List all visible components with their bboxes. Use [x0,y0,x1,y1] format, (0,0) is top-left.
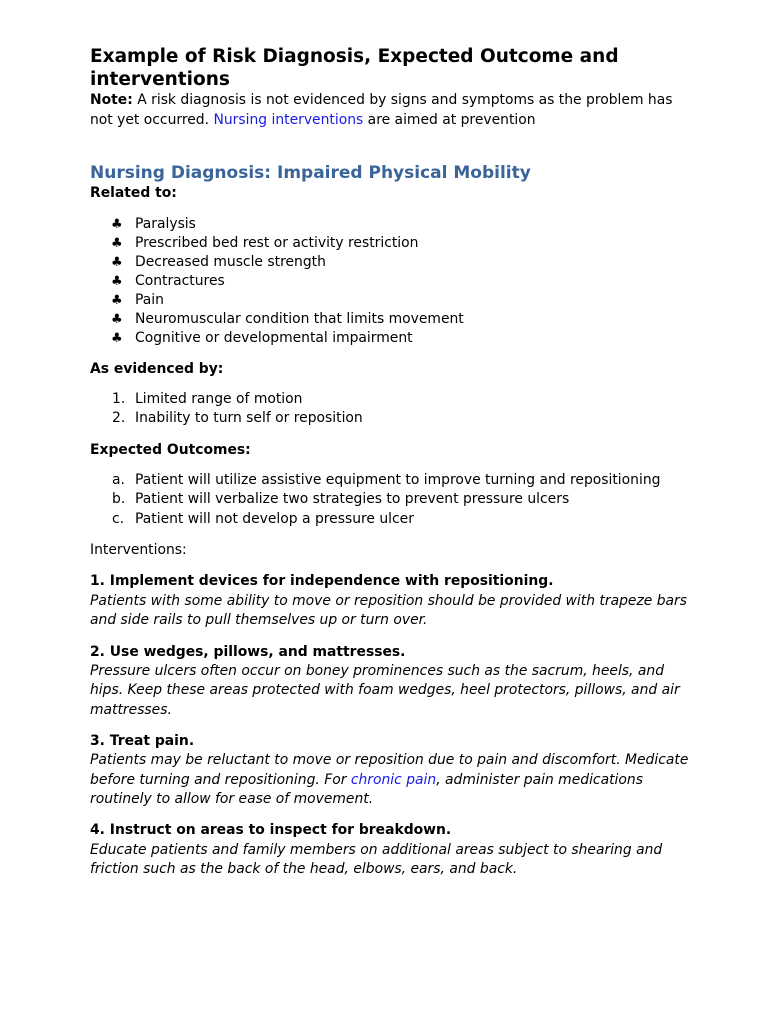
nursing-interventions-link[interactable]: Nursing interventions [213,111,364,128]
interventions-label: Interventions: [90,541,187,558]
club-bullet-icon: ♣ [111,330,123,346]
list-item: 2. Inability to turn self or reposition [112,410,363,427]
related-to-list [90,215,690,348]
page-title: Example of Risk Diagnosis, Expected Outcome and interventions [90,46,619,90]
note-paragraph [90,91,690,130]
evidenced-by-label: As evidenced by: [90,360,224,377]
intervention-3-heading: 3. Treat pain. [90,732,195,749]
expected-outcomes-list [90,471,690,529]
club-bullet-icon: ♣ [111,235,123,251]
intervention-4-heading: 4. Instruct on areas to inspect for breakdown. [90,822,452,839]
expected-outcomes-label: Expected Outcomes: [90,441,251,458]
note-label: Note: [90,92,133,108]
club-bullet-icon: ♣ [111,216,123,232]
list-item: ♣ Contractures [111,272,225,289]
intervention-2-heading: 2. Use wedges, pillows, and mattresses. [90,643,406,660]
evidenced-by-list [90,390,690,429]
list-item: ♣ Cognitive or developmental impairment [111,329,413,346]
club-bullet-icon: ♣ [111,311,123,327]
diagnosis-heading: Nursing Diagnosis: Impaired Physical Mobility [90,163,531,183]
list-item: b. Patient will verbalize two strategies to prevent pressure ulcers [112,491,570,508]
note-text-2: are aimed at prevention [363,111,536,128]
list-item: a. Patient will utilize assistive equipment to improve turning and repositioning [112,472,661,489]
note-text-1: A risk diagnosis is not evidenced by signs and symptoms as the problem has not yet occurred. [90,92,673,128]
list-item: ♣ Paralysis [111,215,196,232]
intervention-1-body: Patients with some ability to move or reposition should be provided with trapeze bars and side rails to pull themselves up or turn over. [90,592,687,629]
document-content [90,45,690,879]
chronic-pain-link[interactable]: chronic pain [350,771,437,788]
intervention-3-body: Patients may be reluctant to move or reposition due to pain and discomfort. Medicate before turning and repositioning. For chronic pain, administer pain medications routinely to allow for ease of movement. [90,752,689,808]
list-item: ♣ Neuromuscular condition that limits movement [111,310,464,327]
intervention-4-body: Educate patients and family members on additional areas subject to shearing and friction such as the back of the head, elbows, ears, and back. [90,841,663,878]
intervention-1-heading: 1. Implement devices for independence with repositioning. [90,573,554,590]
list-item: c. Patient will not develop a pressure ulcer [112,510,414,527]
list-item: ♣ Pain [111,291,164,308]
club-bullet-icon: ♣ [111,254,123,270]
related-to-label: Related to: [90,185,177,201]
list-item: 1. Limited range of motion [112,391,303,407]
club-bullet-icon: ♣ [111,273,123,289]
list-item: ♣ Prescribed bed rest or activity restriction [111,234,419,251]
intervention-2-body: Pressure ulcers often occur on boney prominences such as the sacrum, heels, and hips. Keep these areas protected with foam wedges, heel protectors, pillows, and air mattresses. [90,663,680,718]
list-item: ♣ Decreased muscle strength [111,253,326,270]
club-bullet-icon: ♣ [111,292,123,308]
